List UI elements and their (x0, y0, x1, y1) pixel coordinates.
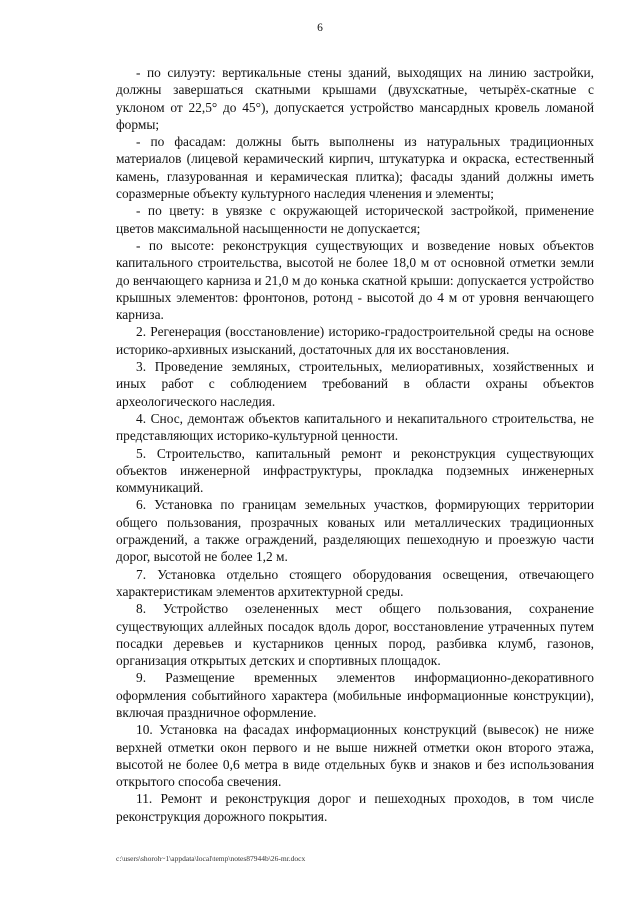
paragraph-item-4: 4. Снос, демонтаж объектов капитального и некапитального строительства, не представляющих историко-культурной ценности. (116, 410, 594, 444)
paragraph-item-10: 10. Установка на фасадах информационных конструкций (вывесок) не ниже верхней отметки окон первого и не выше нижней отметки окон второго этажа, высотой не более 0,6 метра в виде отдельных букв и знаков и без использования открытого способа свечения. (116, 722, 594, 790)
paragraph-item-7: 7. Установка отдельно стоящего оборудования освещения, отвечающего характеристикам элементов архитектурной среды. (116, 566, 594, 599)
page-number: 6 (317, 22, 323, 34)
paragraph-item-2: 2. Регенерация (восстановление) историко-градостроительной среды на основе историко-архивных изысканий, достаточных для их восстановления. (116, 324, 594, 357)
paragraph-item-8: 8. Устройство озелененных мест общего пользования, сохранение существующих аллейных посадок вдоль дорог, восстановление утраченных путем посадки деревьев и кустарников ценных пород, разбивка клумб, газонов, организация открытых детских и спортивных площадок. (116, 601, 594, 669)
paragraph-item-11: 11. Ремонт и реконструкция дорог и пешеходных проходов, в том числе реконструкция дорожного покрытия. (116, 791, 594, 824)
paragraph-facades: - по фасадам: должны быть выполнены из натуральных традиционных материалов (лицевой керамический кирпич, штукатурка и окраска, естественный камень, глазурованная и керамическая плитка); фасады зданий должны иметь соразмерные объекту культурного наследия членения и элементы; (116, 134, 594, 202)
footer-file-path: c:\users\shoroh~1\appdata\local\temp\notes87944b\26-mr.docx (116, 854, 306, 863)
paragraph-item-3: 3. Проведение земляных, строительных, мелиоративных, хозяйственных и иных работ с соблюдением требований в области охраны объектов археологического наследия. (116, 359, 594, 409)
document-body (116, 64, 594, 825)
paragraph-height: - по высоте: реконструкция существующих и возведение новых объектов капитального строительства, высотой не более 18,0 м от основной отметки земли до венчающего карниза и 21,0 м до конька скатной крыши: допускается устройство крышных элементов: фронтонов, ротонд - высотой до 4 м от уровня венчающего карниза. (116, 237, 594, 323)
paragraph-color: - по цвету: в увязке с окружающей исторической застройкой, применение цветов максимальной насыщенности не допускается; (116, 203, 594, 236)
paragraph-silhouette: - по силуэту: вертикальные стены зданий, выходящих на линию застройки, должны завершаться скатными крышами (двухскатные, четырёх-скатные с уклоном от 22,5° до 45°), допускается устройство мансардных кровель ломаной формы; (116, 65, 594, 132)
paragraph-item-5: 5. Строительство, капитальный ремонт и реконструкция существующих объектов инженерной инфраструктуры, прокладка подземных инженерных коммуникаций. (116, 445, 594, 496)
paragraph-item-9: 9. Размещение временных элементов информационно-декоративного оформления событийного характера (мобильные информационные конструкции), включая праздничное оформление. (116, 670, 594, 720)
paragraph-item-6: 6. Установка по границам земельных участков, формирующих территории общего пользования, прозрачных кованых или металлических традиционных ограждений, а также ограждений, разделяющих пешеходную и проезжую части дорог, высотой не более 1,2 м. (116, 497, 594, 565)
